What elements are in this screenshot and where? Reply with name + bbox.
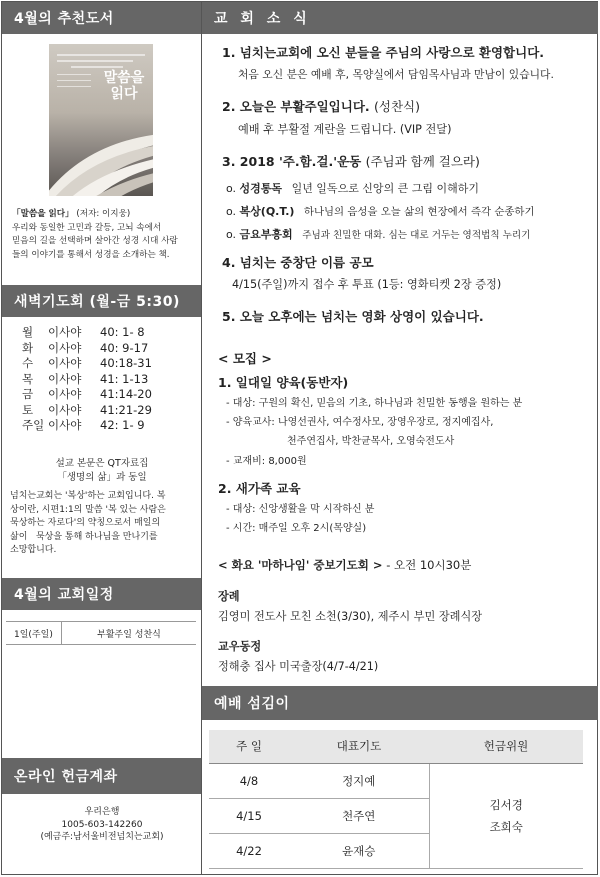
worship-col-offering: 헌금위원 bbox=[429, 730, 583, 763]
worship-offering bbox=[429, 763, 583, 868]
news-3-item bbox=[226, 203, 535, 219]
prayer-book: 이사야 bbox=[48, 325, 82, 339]
meditation-note bbox=[10, 490, 194, 558]
prayer-verse: 40: 1- 8 bbox=[100, 325, 145, 339]
prayer-day: 월 bbox=[22, 325, 34, 339]
news-3-item-text: 하나님의 음성을 오늘 삶의 현장에서 즉각 순종하기 bbox=[303, 206, 535, 218]
prayer-schedule bbox=[22, 325, 170, 434]
recruit-1-title: 1. 일대일 양육(동반자) bbox=[218, 375, 349, 390]
book-desc-author: (저자: 이지웅) bbox=[76, 209, 131, 219]
bullet: o. bbox=[226, 182, 237, 195]
news-1-body: 처음 오신 분은 예배 후, 목양실에서 담임목사님과 만남이 있습니다. bbox=[238, 68, 554, 81]
offering-name: 조희숙 bbox=[489, 819, 523, 834]
prayer-book: 이사야 bbox=[48, 418, 82, 432]
recruit-2-title: 2. 새가족 교육 bbox=[218, 481, 301, 496]
news-2-title-sub: (성찬식) bbox=[374, 99, 420, 114]
worship-col-date: 주 일 bbox=[209, 730, 289, 763]
bank-section-header: 온라인 헌금계좌 bbox=[2, 758, 201, 794]
prayer-day: 화 bbox=[22, 340, 34, 355]
prayer-verse: 41:21-29 bbox=[100, 402, 152, 417]
worship-prayer: 윤재승 bbox=[289, 833, 429, 868]
news-3-item-label: 금요부흥회 bbox=[239, 228, 293, 241]
worship-date: 4/8 bbox=[209, 763, 289, 798]
schedule-event: 부활주일 성찬식 bbox=[97, 629, 161, 640]
book-desc-line: 들의 이야기를 통해서 성경을 소개하는 책. bbox=[12, 249, 170, 260]
recruit-1-line: - 대상: 구원의 확신, 믿음의 기초, 하나님과 친밀한 동행을 원하는 분 bbox=[226, 398, 523, 409]
prayer-verse: 41: 1-13 bbox=[100, 371, 149, 386]
prayer-book: 이사야 bbox=[48, 402, 82, 417]
meditation-note-line: 상이란, 시편1:1의 말씀 '복 있는 사람은 bbox=[10, 504, 166, 515]
news-2-body: 예배 후 부활절 계란을 드립니다. (VIP 전달) bbox=[238, 123, 452, 136]
tuesday-prayer bbox=[218, 557, 471, 574]
worship-date: 4/22 bbox=[209, 833, 289, 868]
news-3-item-label: 성경통독 bbox=[239, 182, 283, 195]
worship-date: 4/15 bbox=[209, 798, 289, 833]
funeral-label: 장례 bbox=[218, 590, 240, 603]
prayer-section-header: 새벽기도회 (월-금 5:30) bbox=[2, 285, 201, 317]
sermon-note-line: 「생명의 삶」과 동일 bbox=[57, 472, 147, 483]
book-description bbox=[12, 208, 196, 262]
recruit-1-line: - 교재비: 8,000원 bbox=[226, 456, 307, 467]
tuesday-prayer-title: < 화요 '마하나임' 중보기도회 > bbox=[218, 558, 383, 572]
prayer-day: 목 bbox=[22, 371, 34, 386]
bullet: o. bbox=[226, 205, 237, 218]
news-2-title-main: 2. 오늘은 부활주일입니다. bbox=[222, 99, 370, 114]
news-4-title: 4. 넘치는 중창단 이름 공모 bbox=[222, 255, 374, 270]
worship-section-header: 예배 섬김이 bbox=[202, 686, 598, 720]
prayer-row bbox=[22, 325, 170, 341]
prayer-row bbox=[22, 418, 170, 434]
news-4-body: 4/15(주일)까지 접수 후 투표 (1등: 영화티켓 2장 증정) bbox=[232, 278, 502, 291]
prayer-day: 금 bbox=[22, 387, 34, 401]
prayer-row bbox=[22, 372, 170, 388]
news-3-title-main: 3. 2018 '주.함.걸.'운동 bbox=[222, 154, 362, 169]
schedule-date: 1일(주일) bbox=[6, 622, 62, 644]
bullet: o. bbox=[226, 228, 237, 241]
tuesday-prayer-time: - 오전 10시30분 bbox=[386, 558, 472, 572]
recruit-title: < 모집 > bbox=[218, 351, 272, 366]
recruit-1-line: 천주연집사, 박찬균목사, 오영숙전도사 bbox=[287, 436, 455, 447]
bank-account: 1005-603-142260 bbox=[61, 819, 143, 830]
recruit-2-line: - 시간: 매주일 오후 2시(목양실) bbox=[226, 523, 367, 534]
schedule-row bbox=[6, 621, 196, 645]
news-3-item-text: 주님과 친밀한 대화. 심는 대로 거두는 영적법칙 누리기 bbox=[302, 230, 531, 241]
worship-prayer: 정지예 bbox=[289, 763, 429, 798]
recruit-1-line: - 양육교사: 나영선권사, 여수정사모, 장영우장로, 정지예집사, bbox=[226, 417, 494, 428]
schedule-section-header: 4월의 교회일정 bbox=[2, 578, 201, 610]
prayer-book: 이사야 bbox=[48, 356, 82, 370]
prayer-day: 수 bbox=[22, 356, 34, 370]
funeral-text: 김영미 전도사 모친 소천(3/30), 제주시 부민 장례식장 bbox=[218, 610, 483, 623]
prayer-day: 토 bbox=[22, 402, 34, 417]
news-2-title bbox=[222, 98, 420, 115]
prayer-row bbox=[22, 356, 170, 372]
book-desc-line: 믿음의 길을 선택하며 살아간 성경 시대 사람 bbox=[12, 236, 178, 246]
table-row bbox=[209, 763, 583, 798]
prayer-book: 이사야 bbox=[48, 387, 82, 401]
recruit-2-line: - 대상: 신앙생활을 막 시작하신 분 bbox=[226, 504, 375, 515]
staff-news-label: 교우동정 bbox=[218, 640, 262, 653]
prayer-verse: 40: 9-17 bbox=[100, 340, 149, 355]
book-desc-title: 「말씀을 읽다」 bbox=[12, 209, 74, 219]
prayer-row bbox=[22, 387, 170, 403]
sermon-note bbox=[10, 457, 194, 485]
news-3-item bbox=[226, 226, 530, 242]
meditation-note-line: 삶이 묵상을 통해 하나님을 만나기를 bbox=[10, 531, 158, 542]
news-3-title-sub: (주님과 함께 걸으라) bbox=[365, 154, 480, 169]
prayer-verse: 40:18-31 bbox=[100, 356, 152, 370]
book-desc-line: 우리와 동일한 고민과 갈등, 고뇌 속에서 bbox=[12, 222, 162, 233]
news-3-item-text: 일년 일독으로 신앙의 큰 그림 이해하기 bbox=[291, 182, 480, 195]
offering-name: 김서경 bbox=[489, 797, 523, 812]
column-divider bbox=[201, 1, 202, 875]
bank-holder: (예금주:남서울비전넘치는교회) bbox=[40, 832, 164, 842]
staff-news-text: 정해충 집사 미국출장(4/7-4/21) bbox=[218, 660, 379, 673]
prayer-row bbox=[22, 341, 170, 357]
book-pages-graphic bbox=[49, 134, 153, 196]
news-3-item-label: 복상(Q.T.) bbox=[239, 205, 295, 218]
news-5-title: 5. 오늘 오후에는 넘치는 영화 상영이 있습니다. bbox=[222, 309, 484, 324]
sermon-note-line: 설교 본문은 QT자료집 bbox=[55, 458, 149, 469]
bank-name: 우리은행 bbox=[84, 807, 120, 817]
prayer-verse: 42: 1- 9 bbox=[100, 418, 145, 432]
news-3-item bbox=[226, 180, 479, 196]
book-cover-title: 말씀을 읽다 bbox=[103, 70, 145, 102]
worship-prayer: 천주연 bbox=[289, 798, 429, 833]
news-section-header: 교 회 소 식 bbox=[202, 2, 598, 34]
worship-col-prayer: 대표기도 bbox=[289, 730, 429, 763]
book-cover-image bbox=[49, 44, 153, 196]
prayer-book: 이사야 bbox=[48, 340, 82, 355]
meditation-note-line: 넘치는교회는 '복상'하는 교회입니다. 복 bbox=[10, 491, 166, 501]
worship-table bbox=[209, 730, 583, 869]
book-section-header: 4월의 추천도서 bbox=[2, 2, 201, 34]
meditation-note-line: 소망합니다. bbox=[10, 545, 57, 555]
bank-info bbox=[8, 806, 196, 844]
prayer-verse: 41:14-20 bbox=[100, 387, 152, 401]
news-3-title bbox=[222, 153, 480, 170]
prayer-row bbox=[22, 403, 170, 419]
prayer-day: 주일 bbox=[22, 418, 45, 432]
meditation-note-line: 묵상하는 자로다'의 약칭으로서 매일의 bbox=[10, 518, 161, 528]
news-1-title: 1. 넘치는교회에 오신 분들을 주님의 사랑으로 환영합니다. bbox=[222, 45, 545, 60]
prayer-book: 이사야 bbox=[48, 371, 82, 386]
